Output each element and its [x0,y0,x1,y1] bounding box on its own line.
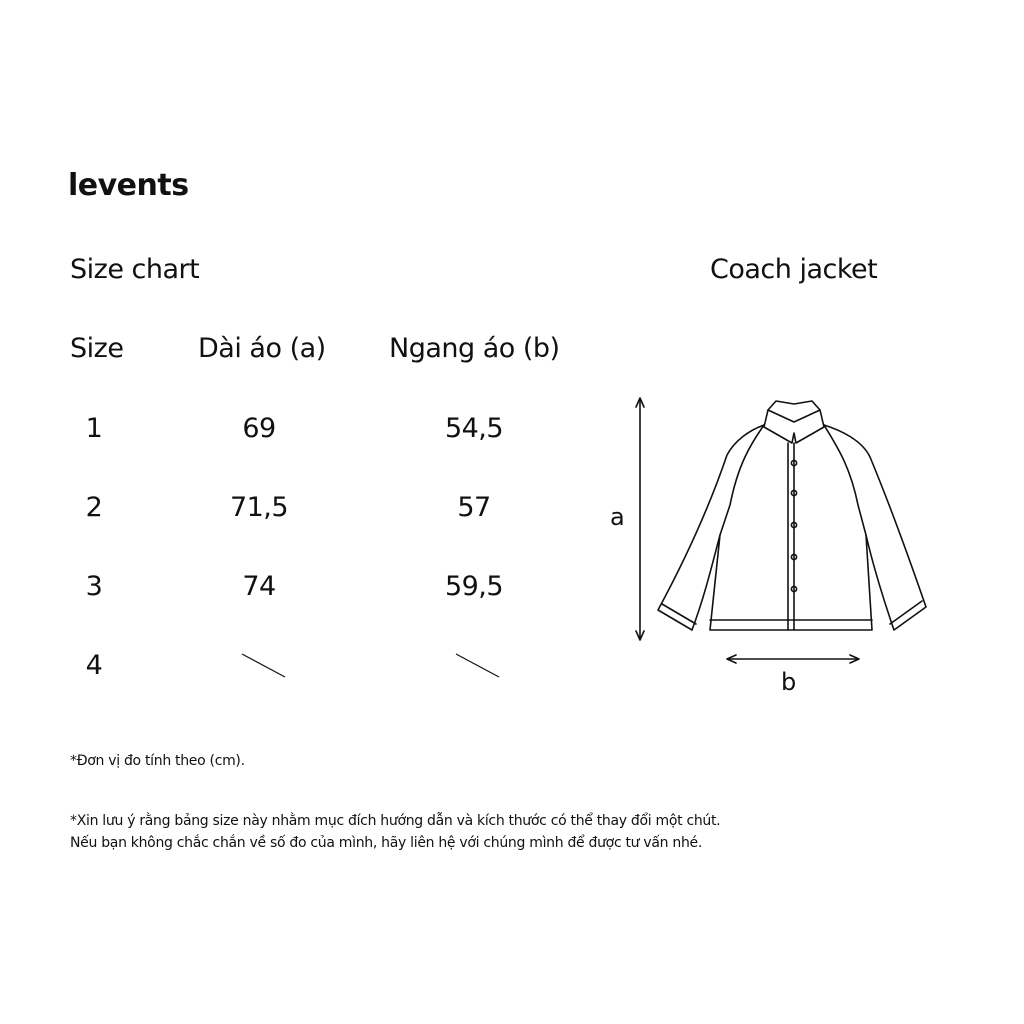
coach-jacket-diagram [600,385,960,705]
brand-logo: levents [68,168,189,203]
row-1-length: 69 [242,413,276,444]
length-arrow [636,398,644,640]
row-4-width-unavailable-slash [454,650,504,680]
product-name: Coach jacket [710,254,878,285]
disclaimer-line-2: Nếu bạn không chắc chắn về số đo của mình, hãy liên hệ với chúng mình để được tư vấn nhé. [70,835,702,851]
row-3-width: 59,5 [444,571,504,602]
row-4-length-unavailable-slash [240,650,290,680]
diagram-label-a: a [610,503,625,531]
row-4-size: 4 [85,650,103,681]
row-3-size: 3 [85,571,103,602]
width-arrow [727,655,859,663]
diagram-label-b: b [781,668,797,696]
row-1-size: 1 [85,413,103,444]
header-size: Size [70,333,124,364]
row-1-width: 54,5 [444,413,504,444]
header-width: Ngang áo (b) [389,333,560,364]
disclaimer-line-1: *Xin lưu ý rằng bảng size này nhằm mục đích hướng dẫn và kích thước có thể thay đổi một chút. [70,813,721,829]
page-title: Size chart [70,254,200,285]
row-3-length: 74 [242,571,276,602]
header-length: Dài áo (a) [198,333,326,364]
row-2-size: 2 [85,492,103,523]
unit-note: *Đơn vị đo tính theo (cm). [70,753,245,769]
row-2-length: 71,5 [229,492,289,523]
row-2-width: 57 [457,492,491,523]
